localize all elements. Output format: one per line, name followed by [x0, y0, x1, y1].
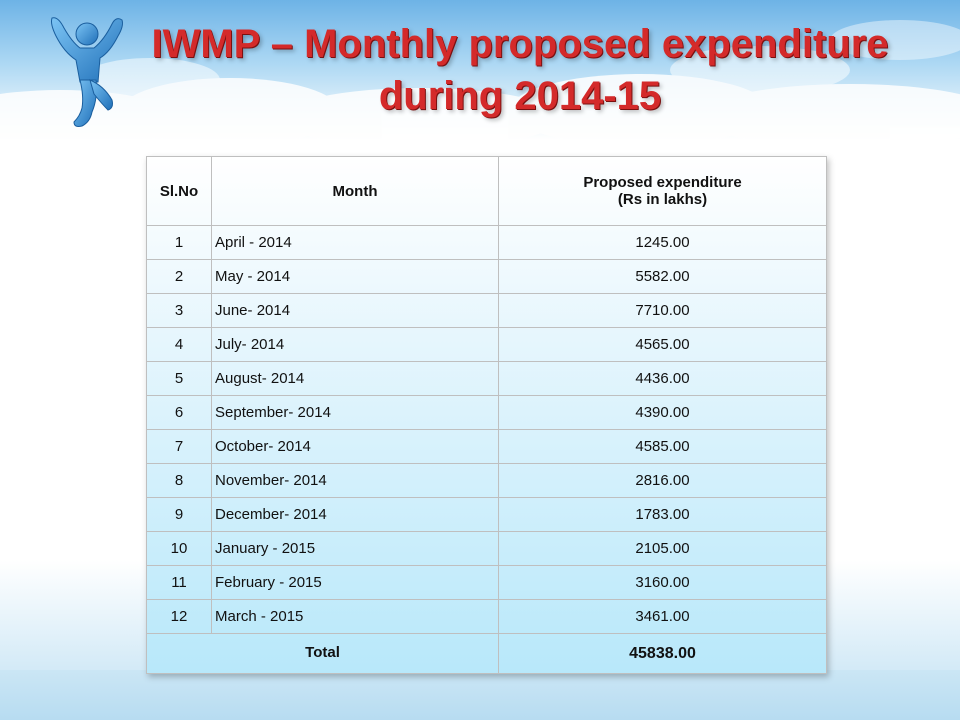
cell-month: May - 2014: [212, 260, 499, 294]
table-row: [147, 600, 827, 634]
cell-amount: 2105.00: [499, 532, 827, 566]
cell-slno: 10: [147, 532, 212, 566]
cell-month: September- 2014: [212, 396, 499, 430]
table-row: [147, 362, 827, 396]
cell-slno: 9: [147, 498, 212, 532]
cell-amount: 3160.00: [499, 566, 827, 600]
cell-month: November- 2014: [212, 464, 499, 498]
total-row: [147, 634, 827, 674]
cell-slno: 11: [147, 566, 212, 600]
cell-slno: 8: [147, 464, 212, 498]
cell-slno: 6: [147, 396, 212, 430]
cell-slno: 7: [147, 430, 212, 464]
table-row: [147, 328, 827, 362]
cell-amount: 5582.00: [499, 260, 827, 294]
cell-month: December- 2014: [212, 498, 499, 532]
table-row: [147, 566, 827, 600]
table-row: [147, 464, 827, 498]
cell-amount: 7710.00: [499, 294, 827, 328]
cell-slno: 4: [147, 328, 212, 362]
cell-month: February - 2015: [212, 566, 499, 600]
title-line-2: during 2014-15: [378, 74, 662, 118]
cell-month: August- 2014: [212, 362, 499, 396]
table-row: [147, 430, 827, 464]
cell-slno: 2: [147, 260, 212, 294]
cell-month: April - 2014: [212, 226, 499, 260]
cell-month: March - 2015: [212, 600, 499, 634]
cell-amount: 1245.00: [499, 226, 827, 260]
cell-month: July- 2014: [212, 328, 499, 362]
cell-slno: 12: [147, 600, 212, 634]
table-row: [147, 396, 827, 430]
total-label: Total: [147, 634, 499, 674]
table-row: [147, 498, 827, 532]
cell-month: January - 2015: [212, 532, 499, 566]
header-amount-line-2: (Rs in lakhs): [617, 191, 708, 208]
header-month: Month: [212, 157, 499, 226]
cell-month: June- 2014: [212, 294, 499, 328]
header-amount-line-1: Proposed expenditure: [583, 174, 742, 191]
bottom-band: [0, 670, 960, 720]
table-header-row: [147, 157, 827, 226]
cell-month: October- 2014: [212, 430, 499, 464]
title-line-1: IWMP – Monthly proposed expenditure: [151, 22, 889, 66]
jumping-person-icon: [40, 12, 130, 130]
cell-slno: 3: [147, 294, 212, 328]
page-title: [130, 18, 910, 122]
cell-amount: 1783.00: [499, 498, 827, 532]
table-row: [147, 294, 827, 328]
table-row: [147, 532, 827, 566]
header-amount: [499, 157, 827, 226]
cell-amount: 2816.00: [499, 464, 827, 498]
total-amount: 45838.00: [499, 634, 827, 674]
cell-amount: 3461.00: [499, 600, 827, 634]
cell-amount: 4585.00: [499, 430, 827, 464]
table-row: [147, 260, 827, 294]
cell-amount: 4565.00: [499, 328, 827, 362]
header-slno: Sl.No: [147, 157, 212, 226]
expenditure-table: [146, 156, 827, 674]
cell-amount: 4436.00: [499, 362, 827, 396]
cell-slno: 1: [147, 226, 212, 260]
cell-amount: 4390.00: [499, 396, 827, 430]
table-row: [147, 226, 827, 260]
cell-slno: 5: [147, 362, 212, 396]
